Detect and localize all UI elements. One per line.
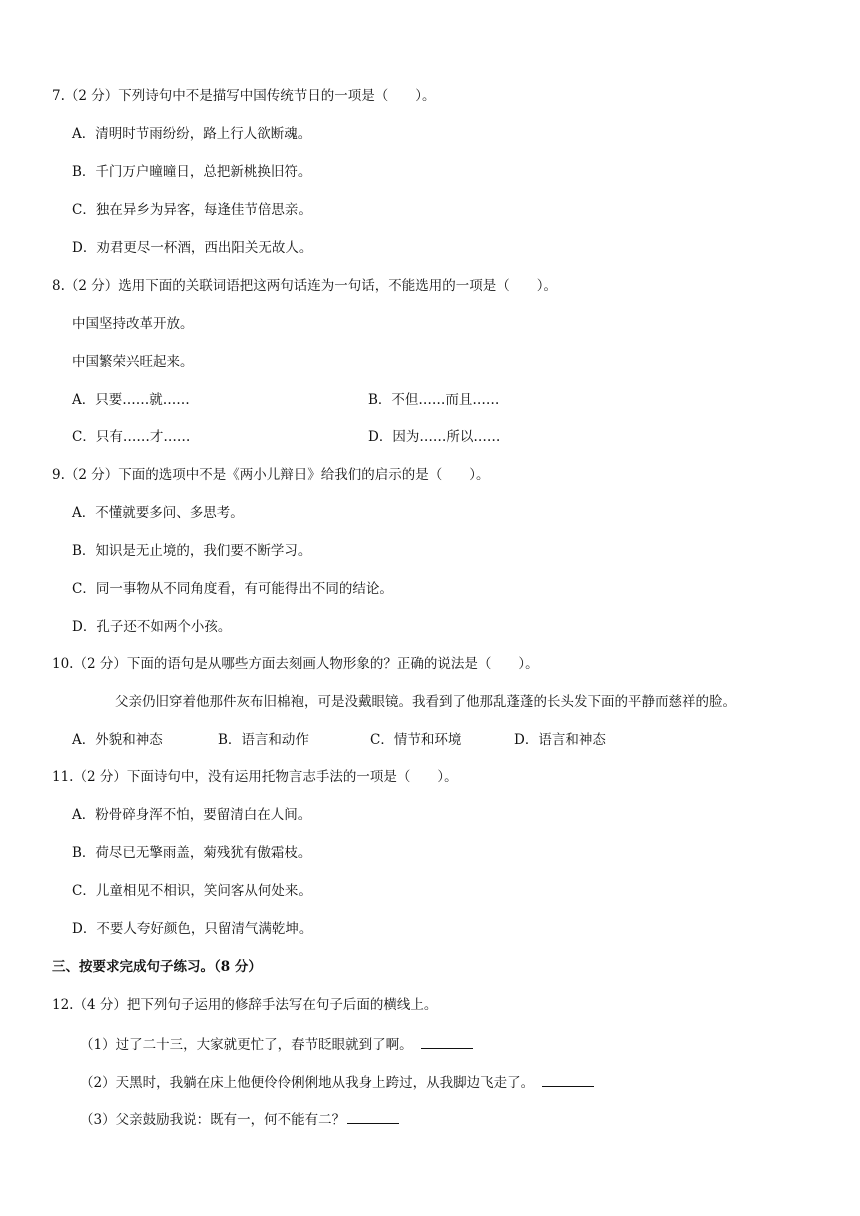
question-8-stem: 8.（2 分）选用下面的关联词语把这两句话连为一句话，不能选用的一项是（ ）。 [52, 278, 558, 294]
sentence-2-text: （2）天黑时，我躺在床上他便伶伶俐俐地从我身上跨过，从我脚边飞走了。 [80, 1075, 535, 1091]
question-11-option-a[interactable]: A．粉骨碎身浑不怕，要留清白在人间。 [72, 807, 312, 823]
question-7-option-d[interactable]: D．劝君更尽一杯酒，西出阳关无故人。 [72, 240, 313, 256]
question-10-stem: 10.（2 分）下面的语句是从哪些方面去刻画人物形象的？正确的说法是（ ）。 [52, 656, 539, 672]
question-11-stem: 11.（2 分）下面诗句中，没有运用托物言志手法的一项是（ ）。 [52, 769, 458, 785]
question-8-option-a[interactable]: A．只要……就…… [72, 392, 190, 408]
answer-blank-1[interactable] [421, 1034, 473, 1049]
question-8-option-c[interactable]: C．只有……才…… [72, 429, 191, 445]
question-9-option-d[interactable]: D．孔子还不如两个小孩。 [72, 619, 232, 635]
question-7-option-a[interactable]: A．清明时节雨纷纷，路上行人欲断魂。 [72, 126, 312, 142]
question-10-option-b[interactable]: B．语言和动作 [218, 732, 309, 748]
question-10-passage: 父亲仍旧穿着他那件灰布旧棉袍，可是没戴眼镜。我看到了他那乱蓬蓬的长头发下面的平静而慈祥的脸。 [115, 694, 736, 710]
question-12-sentence-3 [80, 1109, 399, 1129]
question-9-stem: 9.（2 分）下面的选项中不是《两小儿辩日》给我们的启示的是（ ）。 [52, 467, 490, 483]
question-8-sentence-1: 中国坚持改革开放。 [72, 316, 194, 332]
question-12-stem: 12.（4 分）把下列句子运用的修辞手法写在句子后面的横线上。 [52, 997, 438, 1013]
question-9-option-a[interactable]: A．不懂就要多问、多思考。 [72, 505, 244, 521]
question-12-sentence-1 [80, 1034, 473, 1054]
question-9-option-b[interactable]: B．知识是无止境的，我们要不断学习。 [72, 543, 312, 559]
question-11-option-b[interactable]: B．荷尽已无擎雨盖，菊残犹有傲霜枝。 [72, 845, 312, 861]
question-10-option-a[interactable]: A．外貌和神态 [72, 732, 163, 748]
question-10-option-d[interactable]: D．语言和神态 [514, 732, 606, 748]
question-7-option-c[interactable]: C．独在异乡为异客，每逢佳节倍思亲。 [72, 202, 312, 218]
answer-blank-3[interactable] [347, 1109, 399, 1124]
question-11-option-d[interactable]: D．不要人夸好颜色，只留清气满乾坤。 [72, 921, 313, 937]
question-7-option-b[interactable]: B．千门万户曈曈日，总把新桃换旧符。 [72, 164, 312, 180]
answer-blank-2[interactable] [542, 1072, 594, 1087]
sentence-3-text: （3）父亲鼓励我说：既有一，何不能有二？ [80, 1112, 346, 1128]
sentence-1-text: （1）过了二十三，大家就更忙了，春节眨眼就到了啊。 [80, 1037, 413, 1053]
question-10-option-c[interactable]: C．情节和环境 [370, 732, 462, 748]
question-9-option-c[interactable]: C．同一事物从不同角度看，有可能得出不同的结论。 [72, 581, 393, 597]
question-7-stem: 7.（2 分）下列诗句中不是描写中国传统节日的一项是（ ）。 [52, 88, 436, 104]
question-8-option-b[interactable]: B．不但……而且…… [368, 392, 500, 408]
question-11-option-c[interactable]: C．儿童相见不相识，笑问客从何处来。 [72, 883, 312, 899]
question-8-option-d[interactable]: D．因为……所以…… [368, 429, 501, 445]
question-12-sentence-2 [80, 1072, 594, 1092]
section-3-heading: 三、按要求完成句子练习。（8 分） [52, 959, 262, 975]
question-8-sentence-2: 中国繁荣兴旺起来。 [72, 354, 194, 370]
